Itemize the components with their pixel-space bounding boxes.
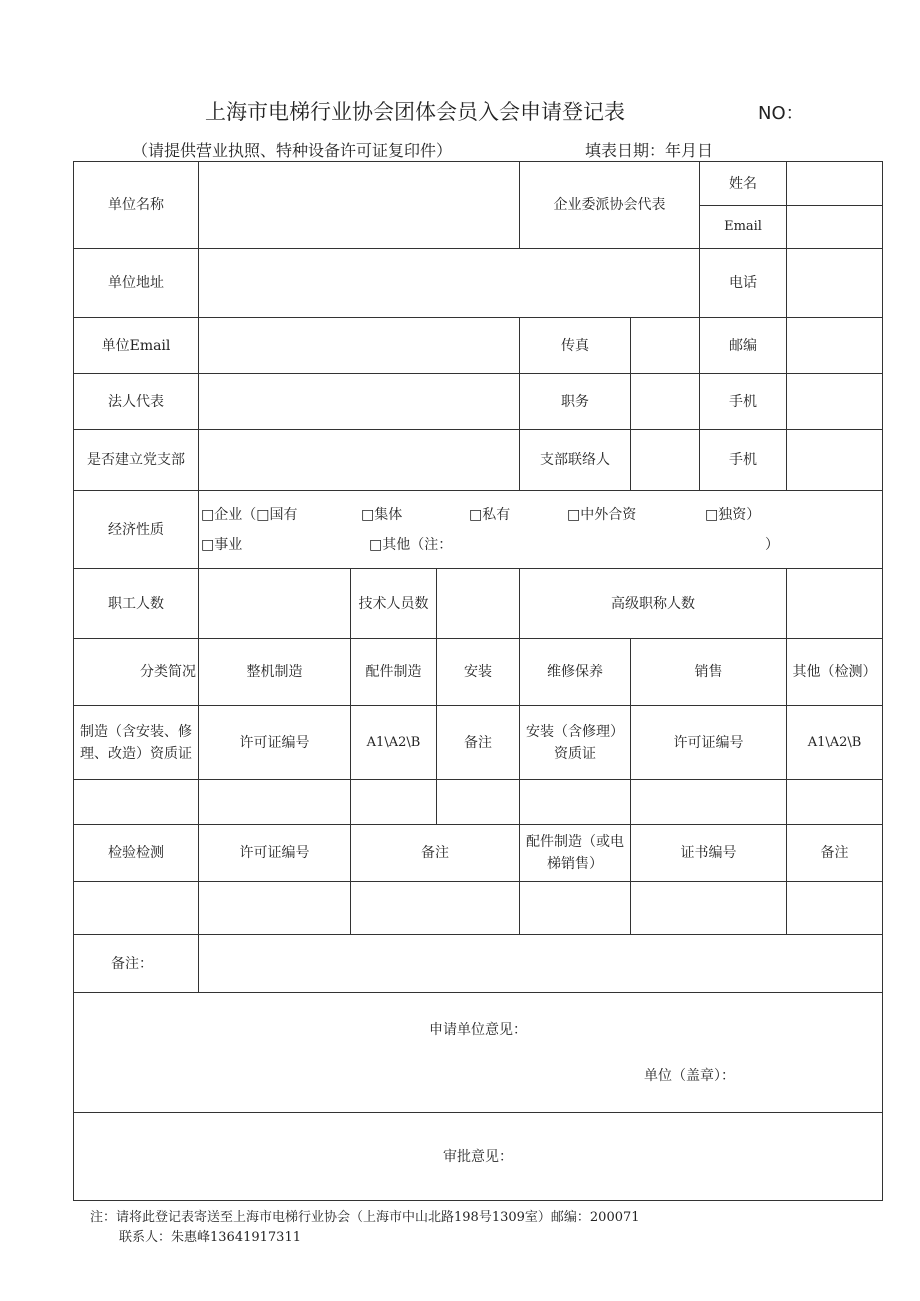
install-qual-label: 安装（含修理）资质证 [520, 706, 631, 780]
category-other: 其他（检测） [787, 639, 883, 706]
approval-opinion-label: 审批意见： [443, 1148, 514, 1165]
mfg-grade-label: A1\A2\B [351, 706, 437, 780]
table-row [74, 935, 883, 993]
option-enterprise[interactable]: □企业（□国有 [201, 506, 298, 523]
economic-nature-label: 经济性质 [74, 491, 199, 569]
staff-count-label: 职工人数 [74, 569, 199, 639]
position-field[interactable] [631, 374, 700, 430]
table-row [74, 491, 883, 569]
unit-seal-label: 单位（盖章）： [644, 1067, 736, 1084]
blank-cell[interactable] [437, 780, 520, 825]
applicant-opinion-label: 申请单位意见： [429, 1021, 528, 1038]
legal-rep-field[interactable] [199, 374, 520, 430]
category-label: 分类简况 [74, 639, 199, 706]
option-collective[interactable]: □集体 [361, 506, 403, 523]
form-title: 上海市电梯行业协会团体会员入会申请登记表 [205, 100, 625, 124]
senior-title-field[interactable] [787, 569, 883, 639]
legal-rep-label: 法人代表 [74, 374, 199, 430]
category-sales: 销售 [631, 639, 787, 706]
registration-form-table [73, 161, 883, 1201]
branch-contact-field[interactable] [631, 430, 700, 491]
staff-count-field[interactable] [199, 569, 351, 639]
option-sole[interactable]: □独资） [705, 506, 761, 523]
table-row [74, 430, 883, 491]
table-row [74, 162, 883, 206]
phone-label: 电话 [700, 249, 787, 318]
mfg-remark-label: 备注 [437, 706, 520, 780]
form-number-label: NO： [758, 103, 804, 124]
blank-cell[interactable] [520, 780, 631, 825]
blank-cell[interactable] [631, 780, 787, 825]
footer-note: 注：请将此登记表寄送至上海市电梯行业协会（上海市中山北路198号1309室）邮编：200071 [90, 1210, 640, 1225]
blank-cell[interactable] [74, 882, 199, 935]
rep-name-field[interactable] [787, 162, 883, 206]
economic-nature-options [199, 491, 883, 569]
parts-remark-label: 备注 [787, 825, 883, 882]
footer-contact: 联系人：朱惠峰13641917311 [119, 1230, 301, 1245]
mobile-field[interactable] [787, 374, 883, 430]
blank-cell[interactable] [199, 780, 351, 825]
tech-staff-field[interactable] [437, 569, 520, 639]
tech-staff-label: 技术人员数 [351, 569, 437, 639]
table-row [74, 374, 883, 430]
inspection-license-no-label: 许可证编号 [199, 825, 351, 882]
mfg-license-no-label: 许可证编号 [199, 706, 351, 780]
fax-label: 传真 [520, 318, 631, 374]
table-row [74, 882, 883, 935]
applicant-opinion-cell[interactable] [74, 993, 883, 1113]
option-joint-venture[interactable]: □中外合资 [567, 506, 637, 523]
fax-field[interactable] [631, 318, 700, 374]
inspection-remark-label: 备注 [351, 825, 520, 882]
table-row [74, 318, 883, 374]
form-subtitle: （请提供营业执照、特种设备许可证复印件） [132, 141, 453, 160]
rep-email-label: Email [700, 206, 787, 249]
option-other-close: ） [765, 536, 779, 553]
branch-mobile-label: 手机 [700, 430, 787, 491]
approval-opinion-cell[interactable] [74, 1113, 883, 1201]
nature-line-1 [199, 500, 882, 530]
table-row [74, 993, 883, 1113]
zip-field[interactable] [787, 318, 883, 374]
blank-cell[interactable] [787, 780, 883, 825]
branch-mobile-field[interactable] [787, 430, 883, 491]
category-install: 安装 [437, 639, 520, 706]
install-grade-label: A1\A2\B [787, 706, 883, 780]
table-row [74, 639, 883, 706]
category-complete-machine: 整机制造 [199, 639, 351, 706]
option-other[interactable]: □其他（注： [369, 536, 453, 553]
table-row [74, 706, 883, 780]
blank-cell[interactable] [199, 882, 351, 935]
unit-email-field[interactable] [199, 318, 520, 374]
unit-address-label: 单位地址 [74, 249, 199, 318]
blank-cell[interactable] [351, 882, 520, 935]
nature-line-2 [199, 530, 882, 560]
party-branch-field[interactable] [199, 430, 520, 491]
branch-contact-label: 支部联络人 [520, 430, 631, 491]
unit-email-label: 单位Email [74, 318, 199, 374]
unit-name-field[interactable] [199, 162, 520, 249]
option-institution[interactable]: □事业 [201, 536, 243, 553]
blank-cell[interactable] [631, 882, 787, 935]
rep-name-label: 姓名 [700, 162, 787, 206]
phone-field[interactable] [787, 249, 883, 318]
install-license-no-label: 许可证编号 [631, 706, 787, 780]
blank-cell[interactable] [787, 882, 883, 935]
parts-mfg-label: 配件制造（或电梯销售） [520, 825, 631, 882]
senior-title-label: 高级职称人数 [520, 569, 787, 639]
rep-label: 企业委派协会代表 [520, 162, 700, 249]
unit-address-field[interactable] [199, 249, 700, 318]
mfg-qual-label: 制造（含安装、修理、改造）资质证 [74, 706, 199, 780]
table-row [74, 249, 883, 318]
rep-email-field[interactable] [787, 206, 883, 249]
cert-no-label: 证书编号 [631, 825, 787, 882]
category-parts: 配件制造 [351, 639, 437, 706]
table-row [74, 1113, 883, 1201]
blank-cell[interactable] [520, 882, 631, 935]
blank-cell[interactable] [351, 780, 437, 825]
blank-cell[interactable] [74, 780, 199, 825]
table-row [74, 569, 883, 639]
table-row [74, 780, 883, 825]
zip-label: 邮编 [700, 318, 787, 374]
option-private[interactable]: □私有 [469, 506, 511, 523]
mobile-label: 手机 [700, 374, 787, 430]
remarks-label: 备注： [74, 935, 199, 993]
party-branch-label: 是否建立党支部 [74, 430, 199, 491]
fill-date-label: 填表日期：年月日 [585, 141, 714, 160]
category-maintenance: 维修保养 [520, 639, 631, 706]
unit-name-label: 单位名称 [74, 162, 199, 249]
position-label: 职务 [520, 374, 631, 430]
table-row [74, 825, 883, 882]
inspection-label: 检验检测 [74, 825, 199, 882]
remarks-field[interactable] [199, 935, 883, 993]
